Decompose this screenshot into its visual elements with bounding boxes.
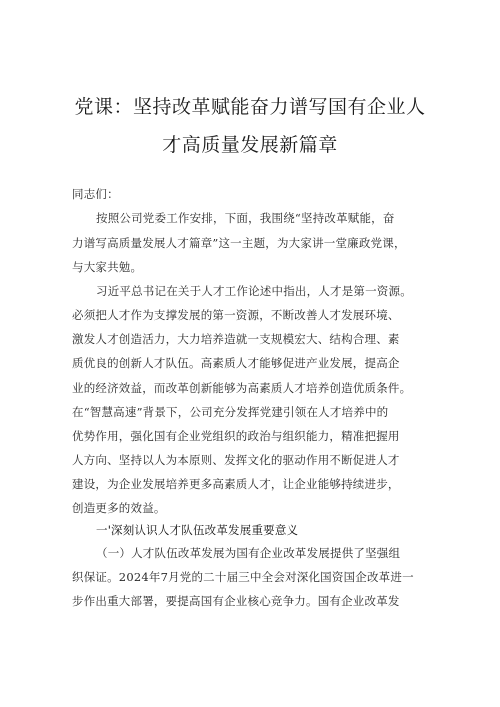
document-title-line-1: 党课：坚持改革赋能奋力谱写国有企业人 bbox=[74, 96, 426, 118]
section-1-heading: 一'深刻认识人才队伍改革发展重要意义 bbox=[96, 523, 299, 537]
paragraph-2-line-5: 业的经济效益，而改革创新能够为高素质人才培养创造优质条件。 bbox=[72, 381, 412, 395]
paragraph-2-line-9: 建设，为企业发展培养更多高素质人才，让企业能够持续进步， bbox=[72, 477, 400, 491]
paragraph-1-line-2: 力谱写高质量发展人才篇章”这一主题，为大家讲一堂廉政党课， bbox=[72, 236, 406, 250]
paragraph-2-line-3: 激发人才创造活力，大力培养造就一支规模宏大、结构合理、素 bbox=[72, 332, 400, 346]
paragraph-2-line-1: 习近平总书记在关于人才工作论述中指出，人才是第一资源。 bbox=[96, 284, 412, 298]
document-title-line-2: 才高质量发展新篇章 bbox=[162, 134, 338, 156]
paragraph-2-line-8: 人方向、坚持以人为本原则、发挥文化的驱动作用不断促进人才 bbox=[72, 453, 400, 467]
paragraph-2-line-10: 创造更多的效益。 bbox=[72, 501, 166, 515]
paragraph-1-line-1: 按照公司党委工作安排，下面，我围绕“坚持改革赋能，奋 bbox=[96, 211, 395, 225]
paragraph-1-line-3: 与大家共勉。 bbox=[72, 260, 143, 274]
paragraph-2-line-2: 必须把人才作为支撑发展的第一资源，不断改善人才发展环境、 bbox=[72, 308, 400, 322]
paragraph-3-line-3: 步作出重大部署，要提高国有企业核心竞争力。国有企业改革发 bbox=[72, 594, 400, 608]
paragraph-3-line-2: 织保证。2024年7月党的二十届三中全会对深化国资国企改革进一 bbox=[72, 570, 414, 584]
paragraph-2-line-6: 在“智慧高速”背景下，公司充分发挥党建引领在人才培养中的 bbox=[72, 405, 389, 419]
salutation: 同志们： bbox=[72, 187, 119, 201]
paragraph-3-line-1: （一）人才队伍改革发展为国有企业改革发展提供了坚强组 bbox=[96, 546, 401, 560]
paragraph-2-line-4: 质优良的创新人才队伍。高素质人才能够促进产业发展，提高企 bbox=[72, 356, 400, 370]
paragraph-2-line-7: 优势作用，强化国有企业党组织的政治与组织能力，精准把握用 bbox=[72, 429, 400, 443]
